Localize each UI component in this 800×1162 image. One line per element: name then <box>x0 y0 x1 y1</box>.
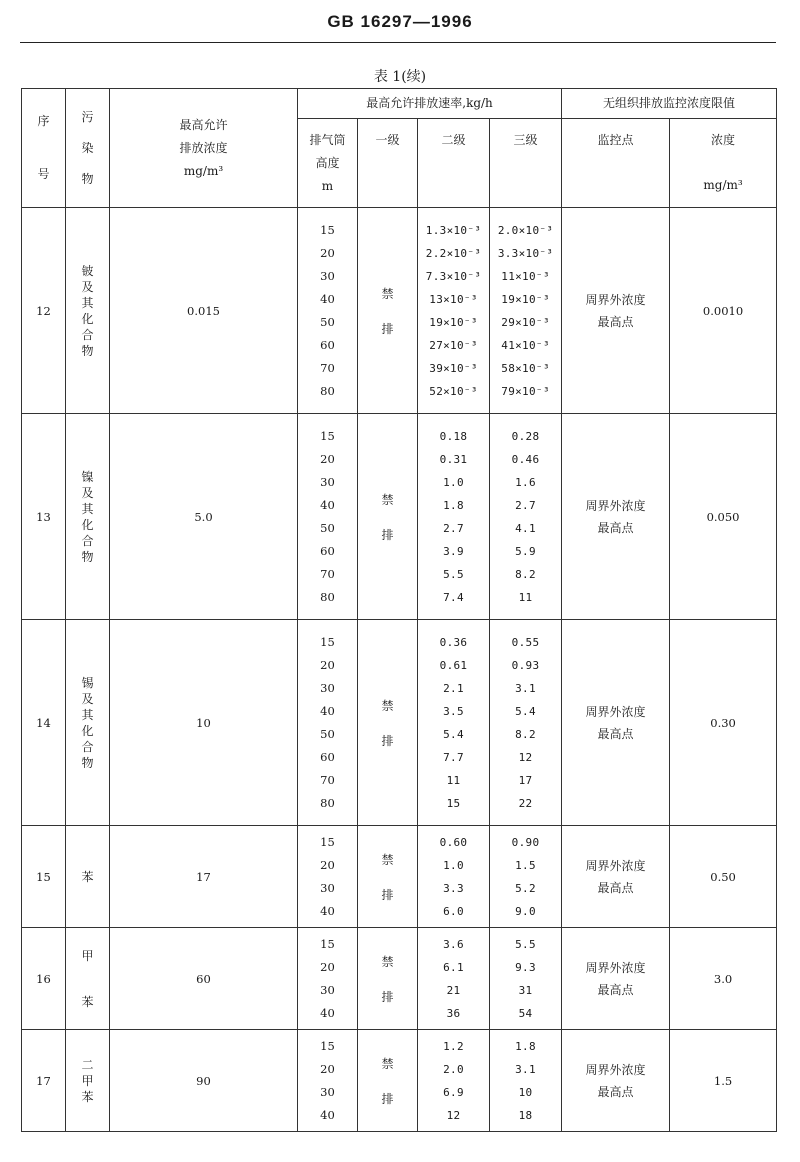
cell-seq: 16 <box>22 928 66 1030</box>
cell-pollutant <box>66 1030 110 1132</box>
stack-height-value: 50 <box>320 314 335 329</box>
pollutant-char: 苯 <box>81 1089 94 1104</box>
stack-height-value: 40 <box>320 1005 335 1020</box>
rate-value: 5.5 <box>515 937 536 951</box>
stack-height-value: 30 <box>320 982 335 997</box>
pollutant-chars <box>66 1057 109 1105</box>
cell-seq: 12 <box>22 208 66 414</box>
rate-list <box>418 1035 489 1127</box>
stack-height-value: 30 <box>320 474 335 489</box>
cell-level-3 <box>490 620 562 826</box>
pollutant-chars <box>66 675 109 771</box>
pollutant-char: 甲 <box>81 948 94 963</box>
rate-value: 5.2 <box>515 881 536 895</box>
stack-height-value: 80 <box>320 795 335 810</box>
prohibited-label <box>358 697 417 749</box>
header-concentration <box>670 119 777 208</box>
stack-height-value: 60 <box>320 543 335 558</box>
pollutant-char: 其 <box>81 501 94 516</box>
monitor-point-line: 周界外浓度 <box>585 960 646 975</box>
rate-value: 39×10⁻³ <box>429 361 478 375</box>
cell-concentration: 0.50 <box>670 826 777 928</box>
prohibited-char: 禁 <box>381 698 394 713</box>
rate-value: 0.55 <box>511 635 540 649</box>
rate-value: 9.0 <box>515 904 536 918</box>
pollutant-chars <box>66 869 109 885</box>
pollutant-char: 及 <box>81 691 94 706</box>
prohibited-char: 禁 <box>381 954 394 969</box>
rate-value: 0.36 <box>439 635 468 649</box>
header-pollutant-char-3: 物 <box>81 171 94 186</box>
pollutant-char: 二 <box>81 1057 94 1072</box>
cell-concentration: 0.30 <box>670 620 777 826</box>
stack-height-value: 50 <box>320 726 335 741</box>
rate-value: 2.0×10⁻³ <box>497 223 554 237</box>
header-level-2: 二级 <box>418 119 490 208</box>
rate-value: 5.9 <box>515 544 536 558</box>
pollutant-char: 合 <box>81 533 94 548</box>
pollutant-char: 化 <box>81 723 94 738</box>
rate-value: 6.0 <box>443 904 464 918</box>
monitor-point-line: 周界外浓度 <box>585 704 646 719</box>
cell-level-1 <box>358 414 418 620</box>
header-stack-height <box>298 119 358 208</box>
rate-value: 7.3×10⁻³ <box>425 269 482 283</box>
header-stack-height-line-1: 排气筒 <box>309 133 346 147</box>
cell-stack-heights <box>298 928 358 1030</box>
cell-seq: 13 <box>22 414 66 620</box>
stack-height-value: 40 <box>320 291 335 306</box>
table-header <box>22 89 777 208</box>
rate-value: 5.4 <box>443 727 464 741</box>
rate-value: 0.18 <box>439 429 468 443</box>
header-pollutant <box>66 89 110 208</box>
prohibited-char: 排 <box>381 527 394 542</box>
cell-level-2 <box>418 620 490 826</box>
table-caption: 表 1(续) <box>373 69 427 85</box>
rate-value: 58×10⁻³ <box>501 361 550 375</box>
header-concentration-unit: mg/m³ <box>703 178 743 192</box>
rate-value: 4.1 <box>515 521 536 535</box>
rate-value: 1.0 <box>443 858 464 872</box>
stack-height-value: 40 <box>320 703 335 718</box>
rate-value: 22 <box>518 796 533 810</box>
rate-value: 19×10⁻³ <box>429 315 478 329</box>
table-body <box>22 208 777 1132</box>
header-unorganized-group: 无组织排放监控浓度限值 <box>562 89 777 119</box>
pollutant-char: 锡 <box>81 675 94 690</box>
stack-height-value: 20 <box>320 857 335 872</box>
rate-value: 8.2 <box>515 727 536 741</box>
rate-value: 31 <box>518 983 533 997</box>
rate-value: 3.3 <box>443 881 464 895</box>
rate-value: 11 <box>446 773 461 787</box>
rate-value: 1.3×10⁻³ <box>425 223 482 237</box>
prohibited-char: 禁 <box>381 492 394 507</box>
pollutant-char: 其 <box>81 707 94 722</box>
rate-value: 0.28 <box>511 429 540 443</box>
rate-list <box>490 831 561 923</box>
stack-height-value: 40 <box>320 903 335 918</box>
rate-value: 0.93 <box>511 658 540 672</box>
prohibited-char: 禁 <box>381 286 394 301</box>
emission-limits-table <box>21 88 777 1132</box>
cell-level-1 <box>358 208 418 414</box>
cell-seq: 14 <box>22 620 66 826</box>
rate-value: 6.9 <box>443 1085 464 1099</box>
stack-height-list <box>298 1035 357 1127</box>
cell-pollutant <box>66 928 110 1030</box>
cell-monitor-point <box>562 826 670 928</box>
stack-height-value: 30 <box>320 680 335 695</box>
stack-height-value: 30 <box>320 880 335 895</box>
header-monitor-point: 监控点 <box>562 119 670 208</box>
cell-monitor-point <box>562 414 670 620</box>
cell-stack-heights <box>298 826 358 928</box>
rate-value: 3.3×10⁻³ <box>497 246 554 260</box>
monitor-point-line: 周界外浓度 <box>585 498 646 513</box>
rate-value: 1.2 <box>443 1039 464 1053</box>
header-level-1: 一级 <box>358 119 418 208</box>
cell-level-2 <box>418 928 490 1030</box>
rate-value: 0.90 <box>511 835 540 849</box>
header-emission-rate-group: 最高允许排放速率,kg/h <box>298 89 562 119</box>
rate-value: 11×10⁻³ <box>501 269 550 283</box>
stack-height-value: 15 <box>320 634 335 649</box>
stack-height-value: 40 <box>320 1107 335 1122</box>
stack-height-value: 20 <box>320 1061 335 1076</box>
stack-height-value: 20 <box>320 657 335 672</box>
prohibited-char: 排 <box>381 1091 394 1106</box>
pollutant-char: 物 <box>81 549 94 564</box>
cell-level-3 <box>490 826 562 928</box>
pollutant-char: 化 <box>81 517 94 532</box>
cell-pollutant <box>66 620 110 826</box>
pollutant-chars <box>66 263 109 359</box>
prohibited-char: 禁 <box>381 852 394 867</box>
cell-level-2 <box>418 208 490 414</box>
cell-monitor-point <box>562 208 670 414</box>
stack-height-list <box>298 831 357 923</box>
cell-concentration: 0.050 <box>670 414 777 620</box>
rate-value: 1.6 <box>515 475 536 489</box>
rate-value: 1.8 <box>515 1039 536 1053</box>
monitor-point-text <box>562 495 669 539</box>
pollutant-char: 其 <box>81 295 94 310</box>
monitor-point-text <box>562 701 669 745</box>
rate-value: 7.4 <box>443 590 464 604</box>
rate-value: 6.1 <box>443 960 464 974</box>
rate-list <box>490 219 561 403</box>
stack-height-value: 70 <box>320 772 335 787</box>
header-stack-height-line-2: 高度 <box>315 156 340 170</box>
cell-seq: 15 <box>22 826 66 928</box>
cell-monitor-point <box>562 620 670 826</box>
monitor-point-text <box>562 855 669 899</box>
pollutant-chars <box>66 948 109 1010</box>
cell-level-1 <box>358 826 418 928</box>
monitor-point-text <box>562 289 669 333</box>
cell-level-3 <box>490 208 562 414</box>
rate-value: 0.61 <box>439 658 468 672</box>
header-max-conc-line-2: 排放浓度 <box>179 140 228 155</box>
cell-level-2 <box>418 414 490 620</box>
rate-value: 0.31 <box>439 452 468 466</box>
stack-height-list <box>298 933 357 1025</box>
pollutant-char: 甲 <box>81 1073 94 1088</box>
cell-level-3 <box>490 414 562 620</box>
header-seq-char-2: 号 <box>37 167 50 181</box>
rate-list <box>490 1035 561 1127</box>
rate-value: 3.1 <box>515 1062 536 1076</box>
rate-value: 3.5 <box>443 704 464 718</box>
rate-value: 2.1 <box>443 681 464 695</box>
prohibited-label <box>358 285 417 337</box>
prohibited-char: 排 <box>381 321 394 336</box>
rate-value: 11 <box>518 590 533 604</box>
cell-concentration: 1.5 <box>670 1030 777 1132</box>
cell-monitor-point <box>562 1030 670 1132</box>
cell-max-concentration: 10 <box>110 620 298 826</box>
rate-value: 52×10⁻³ <box>429 384 478 398</box>
header-level-3: 三级 <box>490 119 562 208</box>
header-max-conc-line-1: 最高允许 <box>179 117 228 132</box>
cell-level-1 <box>358 928 418 1030</box>
cell-stack-heights <box>298 208 358 414</box>
table-row <box>22 620 777 826</box>
cell-max-concentration: 0.015 <box>110 208 298 414</box>
cell-concentration: 3.0 <box>670 928 777 1030</box>
cell-max-concentration: 60 <box>110 928 298 1030</box>
rate-value: 21 <box>446 983 461 997</box>
prohibited-label <box>358 491 417 543</box>
cell-level-2 <box>418 826 490 928</box>
cell-level-1 <box>358 1030 418 1132</box>
cell-level-2 <box>418 1030 490 1132</box>
monitor-point-text <box>562 957 669 1001</box>
monitor-point-line: 最高点 <box>597 880 634 895</box>
cell-stack-heights <box>298 414 358 620</box>
cell-max-concentration: 5.0 <box>110 414 298 620</box>
table-row <box>22 928 777 1030</box>
header-seq <box>22 89 66 208</box>
rate-value: 3.9 <box>443 544 464 558</box>
stack-height-value: 70 <box>320 566 335 581</box>
monitor-point-line: 最高点 <box>597 982 634 997</box>
prohibited-char: 排 <box>381 989 394 1004</box>
stack-height-value: 80 <box>320 383 335 398</box>
pollutant-char: 镍 <box>81 469 94 484</box>
stack-height-value: 40 <box>320 497 335 512</box>
rate-value: 0.60 <box>439 835 468 849</box>
rate-value: 27×10⁻³ <box>429 338 478 352</box>
rate-value: 1.8 <box>443 498 464 512</box>
prohibited-char: 排 <box>381 887 394 902</box>
stack-height-list <box>298 219 357 403</box>
stack-height-value: 60 <box>320 337 335 352</box>
rate-value: 54 <box>518 1006 533 1020</box>
stack-height-value: 15 <box>320 428 335 443</box>
cell-pollutant <box>66 826 110 928</box>
prohibited-char: 排 <box>381 733 394 748</box>
cell-pollutant <box>66 414 110 620</box>
rate-list <box>490 425 561 609</box>
stack-height-value: 50 <box>320 520 335 535</box>
rate-list <box>490 933 561 1025</box>
monitor-point-line: 最高点 <box>597 520 634 535</box>
rate-list <box>418 425 489 609</box>
cell-level-1 <box>358 620 418 826</box>
header-pollutant-char-1: 污 <box>81 109 94 124</box>
table-row <box>22 1030 777 1132</box>
stack-height-value: 20 <box>320 451 335 466</box>
rate-value: 15 <box>446 796 461 810</box>
cell-pollutant <box>66 208 110 414</box>
rate-value: 5.4 <box>515 704 536 718</box>
prohibited-label <box>358 1055 417 1107</box>
rate-value: 9.3 <box>515 960 536 974</box>
rate-list <box>418 219 489 403</box>
rate-value: 2.7 <box>443 521 464 535</box>
monitor-point-text <box>562 1059 669 1103</box>
rate-list <box>418 631 489 815</box>
rate-value: 3.6 <box>443 937 464 951</box>
rate-value: 41×10⁻³ <box>501 338 550 352</box>
stack-height-value: 20 <box>320 245 335 260</box>
table-row <box>22 826 777 928</box>
cell-stack-heights <box>298 620 358 826</box>
stack-height-value: 20 <box>320 959 335 974</box>
monitor-point-line: 最高点 <box>597 1084 634 1099</box>
cell-seq: 17 <box>22 1030 66 1132</box>
header-max-conc-unit: mg/m³ <box>183 163 224 178</box>
rate-list <box>490 631 561 815</box>
header-seq-char-1: 序 <box>37 114 50 128</box>
rate-list <box>418 831 489 923</box>
pollutant-char: 物 <box>81 343 94 358</box>
prohibited-char: 禁 <box>381 1056 394 1071</box>
stack-height-value: 15 <box>320 936 335 951</box>
rate-value: 8.2 <box>515 567 536 581</box>
rate-value: 12 <box>518 750 533 764</box>
rate-value: 1.0 <box>443 475 464 489</box>
rate-value: 79×10⁻³ <box>501 384 550 398</box>
stack-height-value: 30 <box>320 268 335 283</box>
stack-height-value: 30 <box>320 1084 335 1099</box>
stack-height-list <box>298 425 357 609</box>
cell-max-concentration: 17 <box>110 826 298 928</box>
rate-value: 17 <box>518 773 533 787</box>
pollutant-char: 合 <box>81 327 94 342</box>
monitor-point-line: 周界外浓度 <box>585 858 646 873</box>
rate-value: 2.2×10⁻³ <box>425 246 482 260</box>
header-rule <box>20 42 776 43</box>
stack-height-value: 15 <box>320 834 335 849</box>
rate-value: 10 <box>518 1085 533 1099</box>
cell-max-concentration: 90 <box>110 1030 298 1132</box>
cell-stack-heights <box>298 1030 358 1132</box>
stack-height-list <box>298 631 357 815</box>
header-max-concentration <box>110 89 298 208</box>
rate-value: 18 <box>518 1108 533 1122</box>
stack-height-value: 15 <box>320 222 335 237</box>
rate-value: 13×10⁻³ <box>429 292 478 306</box>
monitor-point-line: 最高点 <box>597 314 634 329</box>
pollutant-char: 合 <box>81 739 94 754</box>
rate-value: 12 <box>446 1108 461 1122</box>
rate-value: 5.5 <box>443 567 464 581</box>
pollutant-char: 苯 <box>81 994 94 1009</box>
header-pollutant-char-2: 染 <box>81 140 94 155</box>
rate-value: 36 <box>446 1006 461 1020</box>
rate-value: 7.7 <box>443 750 464 764</box>
header-concentration-label: 浓度 <box>711 133 736 147</box>
pollutant-char: 苯 <box>81 869 94 884</box>
pollutant-char: 铍 <box>81 263 94 278</box>
table-row <box>22 414 777 620</box>
rate-value: 1.5 <box>515 858 536 872</box>
monitor-point-line: 周界外浓度 <box>585 1062 646 1077</box>
cell-concentration: 0.0010 <box>670 208 777 414</box>
monitor-point-line: 最高点 <box>597 726 634 741</box>
rate-value: 29×10⁻³ <box>501 315 550 329</box>
prohibited-label <box>358 953 417 1005</box>
pollutant-char: 物 <box>81 755 94 770</box>
rate-list <box>418 933 489 1025</box>
cell-level-3 <box>490 1030 562 1132</box>
rate-value: 2.0 <box>443 1062 464 1076</box>
pollutant-char: 化 <box>81 311 94 326</box>
rate-value: 19×10⁻³ <box>501 292 550 306</box>
prohibited-label <box>358 851 417 903</box>
cell-monitor-point <box>562 928 670 1030</box>
rate-value: 2.7 <box>515 498 536 512</box>
pollutant-char: 及 <box>81 279 94 294</box>
standard-code-header: GB 16297—1996 <box>327 12 473 31</box>
stack-height-value: 15 <box>320 1038 335 1053</box>
pollutant-chars <box>66 469 109 565</box>
rate-value: 3.1 <box>515 681 536 695</box>
stack-height-value: 70 <box>320 360 335 375</box>
monitor-point-line: 周界外浓度 <box>585 292 646 307</box>
header-stack-height-unit: m <box>321 179 334 193</box>
cell-level-3 <box>490 928 562 1030</box>
pollutant-char: 及 <box>81 485 94 500</box>
stack-height-value: 80 <box>320 589 335 604</box>
rate-value: 0.46 <box>511 452 540 466</box>
stack-height-value: 60 <box>320 749 335 764</box>
table-row <box>22 208 777 414</box>
